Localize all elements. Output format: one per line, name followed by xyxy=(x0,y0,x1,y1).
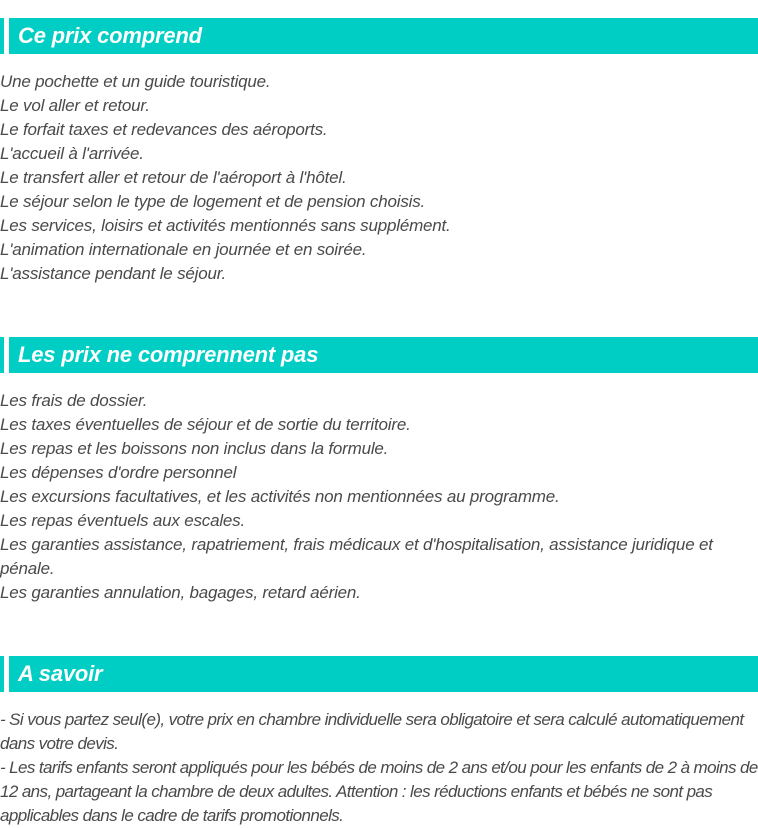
list-item: - Si vous partez seul(e), votre prix en chambre individuelle sera obligatoire et sera calculé automatiquement dans votre devis. xyxy=(0,710,744,754)
header-accent-strip xyxy=(0,337,4,373)
section-price-excludes xyxy=(0,337,758,605)
list-item: Les excursions facultatives, et les activités non mentionnées au programme. xyxy=(0,487,560,507)
list-item: Les services, loisirs et activités mentionnés sans supplément. xyxy=(0,216,451,236)
list-item: Les repas éventuels aux escales. xyxy=(0,511,245,531)
price-info-page xyxy=(0,18,758,828)
list-item: Le vol aller et retour. xyxy=(0,96,150,116)
list-item: L'animation internationale en journée et en soirée. xyxy=(0,240,367,260)
section-items xyxy=(0,389,758,605)
list-item: L'accueil à l'arrivée. xyxy=(0,144,144,164)
list-item: Le séjour selon le type de logement et de pension choisis. xyxy=(0,192,426,212)
section-header xyxy=(0,656,758,692)
list-item: Les frais de dossier. xyxy=(0,391,148,411)
header-accent-strip xyxy=(0,18,4,54)
list-item: Le forfait taxes et redevances des aéroports. xyxy=(0,120,328,140)
list-item: Une pochette et un guide touristique. xyxy=(0,72,271,92)
section-items xyxy=(0,70,758,286)
header-accent-strip xyxy=(0,656,4,692)
list-item: Les garanties assistance, rapatriement, frais médicaux et d'hospitalisation, assistance juridique et pénale. xyxy=(0,535,713,579)
section-title: Ce prix comprend xyxy=(9,18,758,54)
list-item: L'assistance pendant le séjour. xyxy=(0,264,227,284)
section-items xyxy=(0,708,758,828)
list-item: Les taxes éventuelles de séjour et de sortie du territoire. xyxy=(0,415,411,435)
section-title: Les prix ne comprennent pas xyxy=(9,337,758,373)
section-price-includes xyxy=(0,18,758,286)
list-item: Le transfert aller et retour de l'aéroport à l'hôtel. xyxy=(0,168,347,188)
list-item: - Les tarifs enfants seront appliqués pour les bébés de moins de 2 ans et/ou pour les enfants de 2 à moins de 12 ans, partageant la chambre de deux adultes. Attention : les réductions enfants et bébés ne sont pas applicables dans le cadre de tarifs promotionnels. xyxy=(0,758,758,826)
section-header xyxy=(0,337,758,373)
list-item: Les dépenses d'ordre personnel xyxy=(0,463,237,483)
list-item: Les garanties annulation, bagages, retard aérien. xyxy=(0,583,361,603)
section-title: A savoir xyxy=(9,656,758,692)
section-good-to-know xyxy=(0,656,758,828)
section-header xyxy=(0,18,758,54)
list-item: Les repas et les boissons non inclus dans la formule. xyxy=(0,439,389,459)
